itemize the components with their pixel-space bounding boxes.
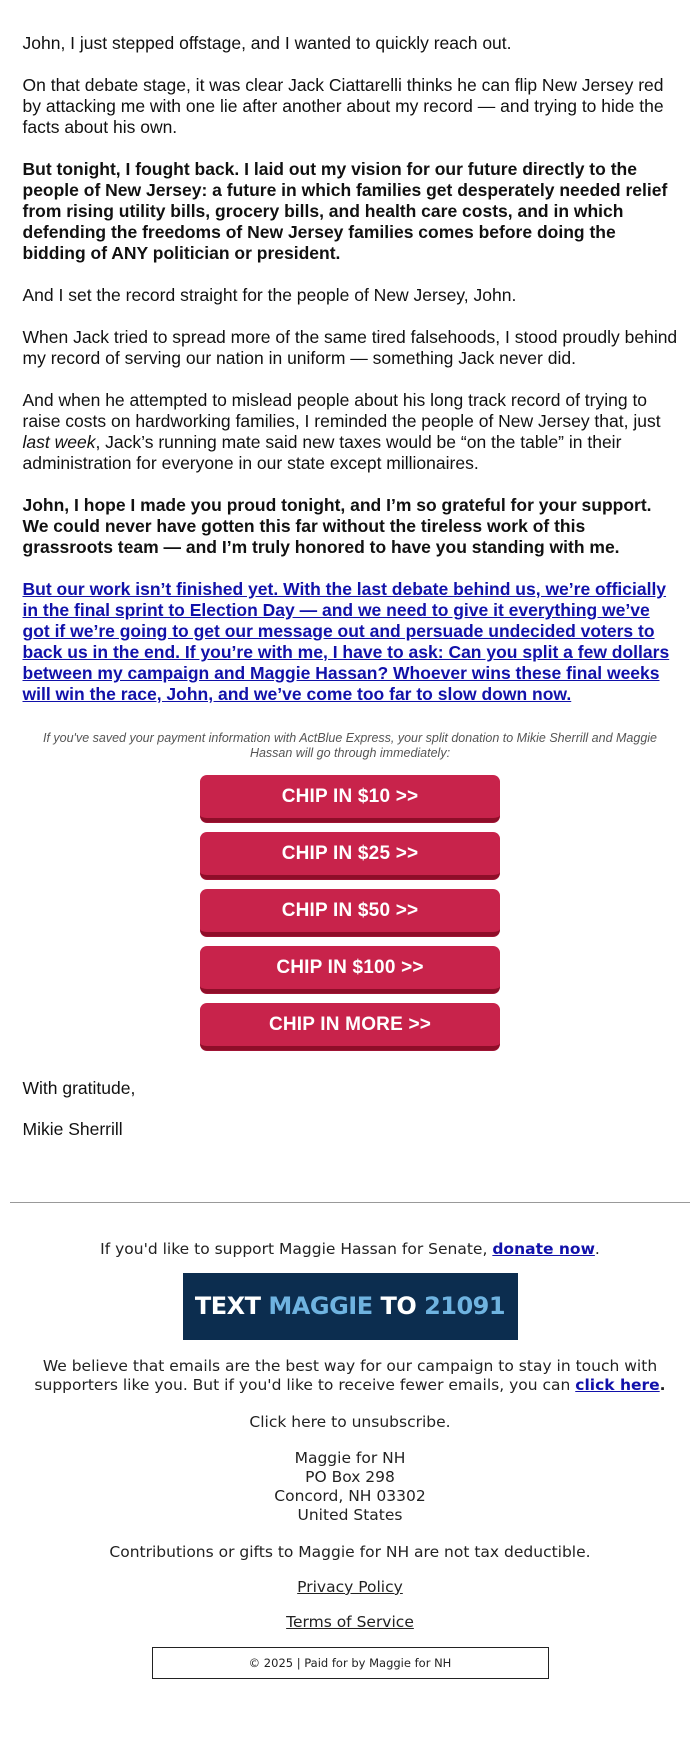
donation-buttons [23,775,678,1060]
address-box: PO Box 298 [305,1468,395,1486]
actblue-express-note: If you've saved your payment information with ActBlue Express, your split donation to Mikie Sherrill and Maggie Hassan will go through immediately: [42,731,658,760]
address-city: Concord, NH 03302 [274,1487,426,1505]
paid-for-disclaimer: © 2025 | Paid for by Maggie for NH [152,1647,549,1679]
tax-disclaimer: Contributions or gifts to Maggie for NH are not tax deductible. [109,1543,591,1561]
chip-in-100-button[interactable]: CHIP IN $100 >> [200,946,500,993]
terms-of-service-link[interactable]: Terms of Service [286,1613,414,1631]
support-end: . [594,1240,600,1258]
signoff-closing: With gratitude, [22,1078,136,1098]
fewer-emails-line [10,1357,690,1395]
chip-in-50-button[interactable]: CHIP IN $50 >> [200,889,500,936]
paragraph-intro: John, I just stepped offstage, and I wanted to quickly reach out. [22,33,512,53]
chip-in-10-button[interactable]: CHIP IN $10 >> [200,775,500,822]
email-footer [10,1203,690,1679]
signoff-name: Mikie Sherrill [22,1119,123,1139]
mailing-address [10,1449,690,1525]
chip-in-25-button[interactable]: CHIP IN $25 >> [200,832,500,879]
paragraph-uniform: When Jack tried to spread more of the same tired falsehoods, I stood proudly behind my record of serving our nation in uniform — something Jack never did. [22,327,678,368]
unsubscribe-link[interactable]: Click here to unsubscribe. [249,1413,451,1431]
support-line [10,1203,690,1259]
paragraph-taxes [23,390,678,474]
privacy-policy-link[interactable]: Privacy Policy [297,1578,403,1596]
address-country: United States [297,1506,403,1524]
email-body [23,0,678,1140]
privacy-policy-row [10,1578,690,1597]
donation-appeal-link[interactable]: But our work isn’t finished yet. With the last debate behind us, we’re officially in the final sprint to Election Day — and we need to give it everything we’ve got if we’re going to get our message out and persuade undecided voters to back us in the end. If you’re with me, I have to ask: Can you split a few dollars between my campaign and Maggie Hassan? Whoever wins these final weeks will win the race, John, and we’ve come too far to slow down now. [22,579,670,704]
terms-of-service-row [10,1613,690,1632]
fewer-emails-link[interactable]: click here [575,1376,660,1394]
paragraph-debate: On that debate stage, it was clear Jack Ciattarelli thinks he can flip New Jersey red by attacking me with one lie after another about my record — and trying to hide the facts about his own. [22,75,664,137]
banner-prefix: TEXT [194,1292,269,1320]
paragraph-gratitude: John, I hope I made you proud tonight, and I’m so grateful for your support. We could never have gotten this far without the tireless work of this grassroots team — and I’m truly honored to have you standing with me. [22,495,652,557]
banner-number: 21091 [424,1292,506,1320]
banner-middle: TO [372,1292,425,1320]
taxes-text-end: , Jack’s running mate said new taxes would be “on the table” in their administration for everyone in our state except millionaires. [22,432,622,473]
donate-now-link[interactable]: donate now [492,1240,595,1258]
paragraph-record: And I set the record straight for the people of New Jersey, John. [22,285,517,305]
taxes-text-italic: last week [22,432,96,452]
fewer-emails-end: . [659,1376,666,1394]
paragraph-fought-back: But tonight, I fought back. I laid out my vision for our future directly to the people of New Jersey: a future in which families get desperately needed relief from rising utility bills, grocery bills, and health care costs, and in which defending the freedoms of New Jersey families comes before doing the bidding of ANY politician or president. [22,159,668,263]
address-org: Maggie for NH [294,1449,406,1467]
chip-in-more-button[interactable]: CHIP IN MORE >> [200,1003,500,1050]
banner-keyword: MAGGIE [268,1292,373,1320]
fewer-emails-text: We believe that emails are the best way for our campaign to stay in touch with supporters like you. But if you'd like to receive fewer emails, you can [34,1357,658,1394]
text-to-donate-banner[interactable] [183,1273,518,1340]
taxes-text-start: And when he attempted to mislead people about his long track record of trying to raise costs on hardworking families, I reminded the people of New Jersey that, just [22,390,661,431]
support-text: If you'd like to support Maggie Hassan for Senate, [100,1240,493,1258]
